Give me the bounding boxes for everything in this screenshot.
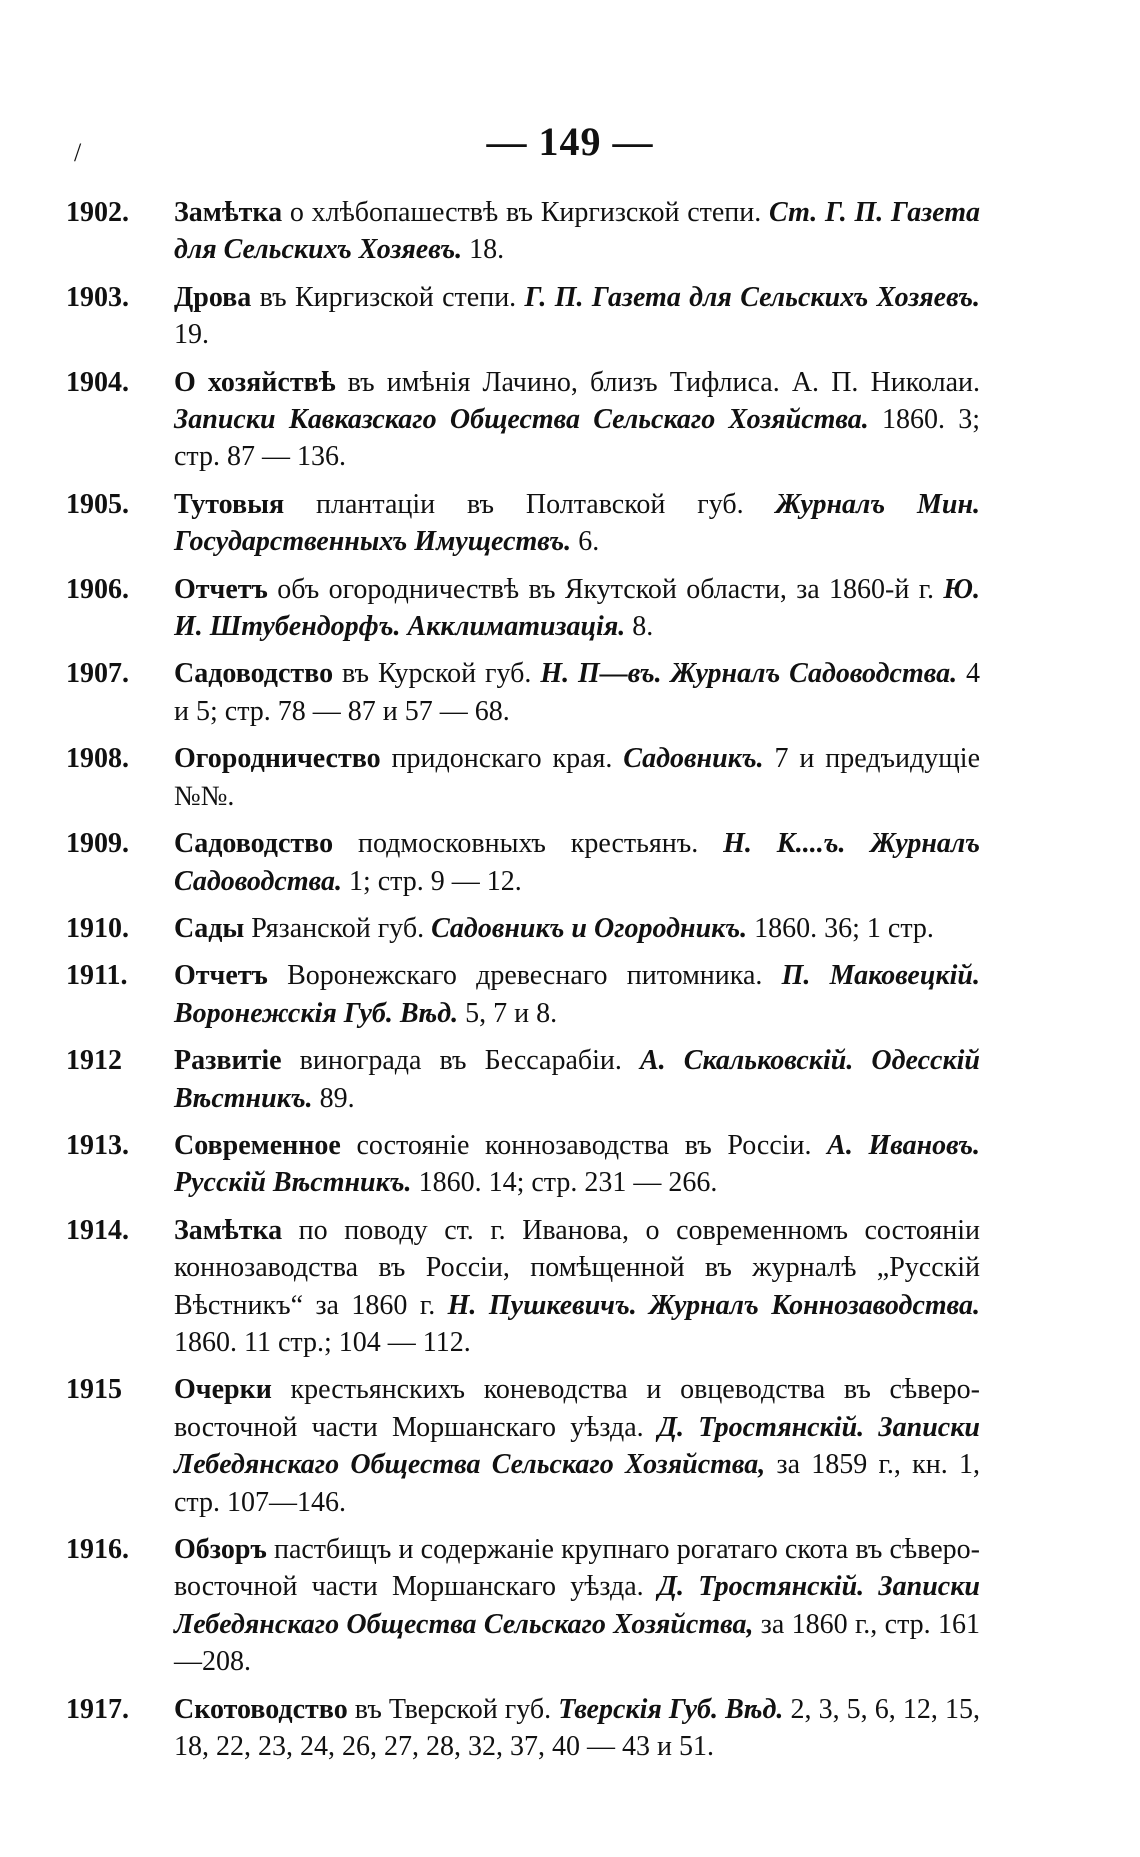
entry-reference: за 1859 г., кн. 1, стр. 107—146. <box>174 1449 981 1518</box>
bibliography-entry <box>66 1042 981 1117</box>
entry-source: Журналъ Садоводства. <box>174 828 981 897</box>
entry-text: подмосковныхъ крестьянъ. <box>333 828 724 860</box>
entry-reference: 6. <box>571 526 600 558</box>
entry-title: Замѣтка <box>174 1214 283 1246</box>
entry-text: по поводу ст. г. Иванова, о современномъ состояніи коннозаводства въ Россіи, помѣщенной въ журналѣ „Русскій Вѣстникъ“ за 1860 г. <box>174 1214 980 1321</box>
bibliography-entry <box>66 194 980 269</box>
entry-text: о хлѣбопашествѣ въ Киргизской степи. <box>282 197 770 228</box>
entry-source: Журналъ Коннозаводства. <box>636 1289 980 1321</box>
entry-source: Газета для Сельскихъ Хозяевъ. <box>174 197 980 266</box>
entry-text: винограда въ Бессарабіи. <box>281 1045 640 1077</box>
entry-source: Садовникъ. <box>623 743 764 775</box>
entry-source: Одесскій Вѣстникъ. <box>174 1045 981 1114</box>
entry-title: Современное <box>174 1129 341 1161</box>
entry-reference: 18. <box>462 234 505 266</box>
entry-author: Д. Тростянскій. <box>657 1571 865 1603</box>
bibliography-entry <box>66 910 980 947</box>
entry-number: 1907. <box>66 658 129 690</box>
entry-number: 1910. <box>66 912 129 944</box>
entry-number: 1917. <box>66 1693 129 1725</box>
entry-text: крестьянскихъ коневодства и овцеводства въ сѣверо-восточной части Моршанскаго уѣзда. <box>174 1374 980 1443</box>
entry-source: Акклиматизація. <box>400 611 626 643</box>
bibliography-entry <box>66 1371 981 1521</box>
bibliography-entry <box>66 1531 981 1681</box>
entry-title: Обзоръ <box>174 1534 267 1565</box>
entry-author: Н. Пушкевичъ. <box>447 1289 637 1321</box>
page-number: — 149 — <box>486 119 654 164</box>
entry-number: 1904. <box>66 366 129 398</box>
bibliography-list <box>66 194 981 1765</box>
entry-text: Воронежскаго древеснаго питомника. <box>267 960 782 992</box>
entry-number: 1905. <box>66 488 129 520</box>
entry-reference: 19. <box>174 319 209 351</box>
entry-title: Отчетъ <box>174 960 268 992</box>
entry-reference: 5, 7 и 8. <box>458 997 558 1029</box>
entry-title: Скотоводство <box>174 1693 348 1725</box>
entry-reference: 7 и предъидущіе №№. <box>174 743 981 812</box>
entry-source: Газета для Сельскихъ Хозяевъ. <box>583 281 980 313</box>
entry-author: Г. П. <box>524 281 584 313</box>
entry-source: Садовникъ и Огородникъ. <box>431 912 748 944</box>
stray-mark: / <box>74 138 82 167</box>
entry-title: Развитіе <box>174 1045 282 1077</box>
entry-title: Садоводство <box>174 658 334 690</box>
entry-author: Н. К....ъ. <box>723 828 846 860</box>
entry-author: А. Ивановъ. <box>827 1129 981 1161</box>
entry-text: въ Курской губ. <box>333 658 541 690</box>
entry-number: 1912 <box>66 1045 122 1077</box>
entry-text: объ огородничествѣ въ Якутской области, за 1860-й г. <box>267 573 944 605</box>
entry-source: Записки Кавказскаго Общества Сельскаго Хозяйства. <box>174 404 869 436</box>
bibliography-entry <box>66 571 980 646</box>
entry-text: Рязанской губ. <box>244 912 432 944</box>
entry-source: Записки Лебедянскаго Общества Сельскаго Хозяйства, <box>174 1571 980 1640</box>
entry-author: Н. П—въ. <box>540 658 662 690</box>
entry-reference: 1860. 11 стр.; 104 — 112. <box>174 1326 471 1358</box>
bibliography-entry <box>66 1691 980 1766</box>
bibliography-entry <box>66 957 980 1032</box>
entry-author: А. Скальковскій. <box>640 1045 854 1077</box>
entry-author: Ю. И. Штубендорфъ. <box>174 573 980 643</box>
entry-reference: 4 и 5; стр. 78 — 87 и 57 — 68. <box>174 658 980 727</box>
entry-title: Сады <box>174 912 245 944</box>
entry-title: О хозяйствѣ <box>174 366 336 398</box>
entry-reference: 2, 3, 5, 6, 12, 15, 18, 22, 23, 24, 26, 27, 28, 32, 37, 40 — 43 и 51. <box>174 1693 980 1763</box>
entry-source: Журналъ Садоводства. <box>661 658 958 690</box>
entry-number: 1909. <box>66 828 129 860</box>
bibliography-entry <box>66 740 981 815</box>
bibliography-entry <box>66 825 981 900</box>
entry-reference: 1860. 14; стр. 231 — 266. <box>411 1167 718 1199</box>
entry-author: Д. Тростянскій. <box>657 1411 865 1443</box>
entry-reference: 8. <box>625 611 654 643</box>
entry-author: Ст. Г. П. <box>769 197 884 228</box>
entry-source: Воронежскія Губ. Вѣд. <box>174 997 459 1029</box>
bibliography-entry <box>66 364 981 476</box>
entry-title: Очерки <box>174 1374 272 1406</box>
entry-number: 1913. <box>66 1129 129 1161</box>
entry-number: 1903. <box>66 281 129 313</box>
bibliography-entry <box>66 655 980 730</box>
entry-title: Дрова <box>174 281 252 313</box>
bibliography-entry <box>66 486 981 561</box>
entry-number: 1908. <box>66 743 129 775</box>
entry-text: плантаціи въ Полтавской губ. <box>284 488 776 520</box>
entry-number: 1916. <box>66 1534 129 1565</box>
entry-reference: 89. <box>312 1082 355 1114</box>
entry-text: въ Киргизской степи. <box>251 281 525 313</box>
entry-text: состояніе коннозаводства въ Россіи. <box>340 1129 828 1161</box>
entry-title: Огородничество <box>174 743 381 775</box>
entry-source: Тверскія Губ. Вѣд. <box>558 1693 784 1725</box>
entry-reference: 1860. 36; 1 стр. <box>747 912 934 944</box>
entry-title: Отчетъ <box>174 573 268 605</box>
entry-source: Записки Лебедянскаго Общества Сельскаго Хозяйства, <box>174 1411 980 1481</box>
bibliography-entry <box>66 1127 981 1202</box>
entry-reference: за 1860 г., стр. 161—208. <box>174 1608 981 1678</box>
bibliography-entry <box>66 279 980 354</box>
entry-text: придонскаго края. <box>380 743 624 775</box>
entry-reference: 1; стр. 9 — 12. <box>341 865 522 897</box>
entry-number: 1902. <box>66 197 129 228</box>
bibliography-entry <box>66 1212 980 1362</box>
entry-source: Журналъ Мин. Государственныхъ Имуществъ. <box>174 488 981 558</box>
entry-author: П. Маковецкій. <box>781 960 980 992</box>
entry-text: пастбищъ и содержаніе крупнаго рогатаго скота въ сѣверо-восточной части Моршанскаго уѣзда. <box>174 1534 980 1603</box>
entry-number: 1911. <box>66 960 128 992</box>
entry-text: въ имѣнія Лачино, близъ Тифлиса. А. П. Николаи. <box>335 366 980 398</box>
entry-number: 1914. <box>66 1214 129 1246</box>
entry-text: въ Тверской губ. <box>347 1693 559 1725</box>
entry-number: 1906. <box>66 573 129 605</box>
entry-reference: 1860. 3; стр. 87 — 136. <box>174 404 981 473</box>
entry-title: Садоводство <box>174 828 334 860</box>
entry-title: Тутовыя <box>174 488 285 520</box>
entry-source: Русскій Вѣстникъ. <box>174 1167 412 1199</box>
entry-title: Замѣтка <box>174 197 283 228</box>
entry-number: 1915 <box>66 1374 122 1406</box>
